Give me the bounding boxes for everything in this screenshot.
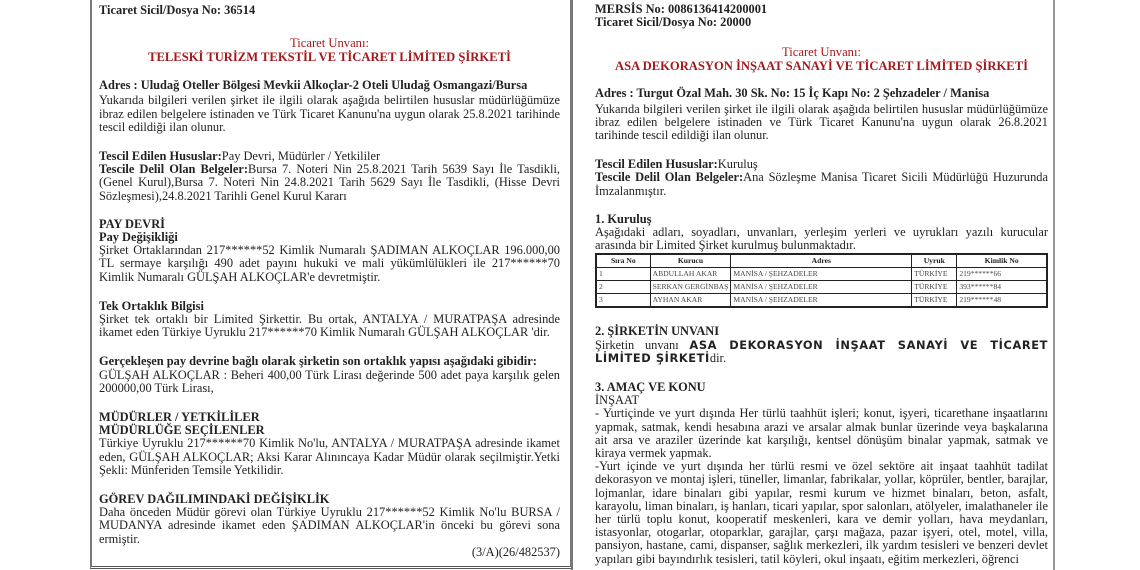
intro-text: Yukarıda bilgileri verilen şirket ile ilgili olarak aşağıda belirtilen hususlar müdürlüğümüze ibraz edilen belgelere istinaden ve Türk Ticaret Kanunu'na uygun olarak 25.8.2021 tarihinde tescil edildiği ilan olunur.	[99, 93, 560, 134]
section-text: Daha önceden Müdür görevi olan Türkiye Uyruklu 217******52 Kimlik No'lu BURSA / MUDANYA adresinde ikamet eden ŞADIMAN ALKOÇLAR'in önceki bu görevi sona ermiştir.	[99, 505, 560, 546]
founders-table	[595, 253, 1048, 308]
title-label: Ticaret Unvanı:	[782, 45, 861, 60]
cell: TÜRKİYE	[912, 294, 957, 308]
cell: 393******84	[957, 281, 1047, 294]
evidence-docs-value: Ana Sözleşme Manisa Ticaret Sicili Müdürlüğü Huzurunda İmzalanmıştır.	[595, 170, 1048, 198]
section-text	[595, 339, 1048, 365]
cell: 219******66	[957, 268, 1047, 281]
registered-matters-label: Tescil Edilen Hususlar:	[99, 149, 222, 164]
cell: MANİSA / ŞEHZADELER	[731, 294, 912, 308]
cell: 3	[596, 294, 650, 308]
text: Şirketin unvanı	[595, 337, 690, 352]
title-label: Ticaret Unvanı:	[290, 36, 369, 51]
column-header: Uyruk	[912, 254, 957, 268]
column-header: Kurucu	[650, 254, 731, 268]
section-text: -Yurt içinde ve yurt dışında her türlü resmi ve özel sektöre ait inşaat taahhüt tadilat dekorasyon ve montaj işleri, tüneller, limanlar, fabrikalar, yollar, köprüler, bentler, barajlar, lojmanlar, idare binaları gibi yapılar, resmi kurum ve hizmet binaları, beton, asfalt, karayolu, liman binaları, iş hanları, ticari yapılar, spor salonları, atölyeler, imalathaneler ile her türlü toplu konut, kooperatif meskenleri, kara ve demir yolları, hava meydanları, istasyonlar, otogarlar, otoparklar, garajlar, çarşı mağaza, pazar işyeri, otel, motel, villa, pansiyon, hastane, cami, dispanser, sağlık merkezleri, ilk yardım tesisleri ve benzeri devlet yapıları gibi bayındırlık tesisleri, tatil köyleri, okul inşaatı, eğitim merkezleri, öğrenci	[595, 459, 1048, 566]
section-text: Şirket tek ortaklı bir Limited Şirkettir. Bu ortak, ANTALYA / MURATPAŞA adresinde ikamet eden Türkiye Uyruklu 217******70 Kimlik Numaralı GÜLŞAH ALKOÇLAR 'dir.	[99, 312, 560, 340]
sicil-no: Ticaret Sicil/Dosya No: 20000	[595, 15, 752, 30]
sicil-no: Ticaret Sicil/Dosya No: 36514	[99, 3, 256, 17]
column-header: Kimlik No	[957, 254, 1047, 268]
section-text: Aşağıdaki adları, soyadları, unvanları, yerleşim yerleri ve uyrukları yazılı kurucular arasında bir Limited Şirket kurulmuş bulunmaktadır.	[595, 225, 1048, 253]
section-heading: MÜDÜRLER / YETKİLİLER	[99, 410, 260, 425]
company-name: TELESKİ TURİZM TEKSTİL VE TİCARET LİMİTED ŞİRKETİ	[148, 50, 511, 65]
evidence-docs	[595, 171, 1048, 197]
reference-number: (3/A)(26/482537)	[471, 544, 560, 559]
cell: ABDULLAH AKAR	[650, 268, 731, 281]
cell: TÜRKİYE	[912, 281, 957, 294]
section-subheading: MÜDÜRLÜĞE SEÇİLENLER	[99, 423, 265, 438]
cell: SERKAN GERGİNBAŞ	[650, 281, 731, 294]
text: dir.	[709, 350, 727, 365]
cell: MANİSA / ŞEHZADELER	[731, 268, 912, 281]
section-subheading: Pay Değişikliği	[99, 230, 178, 245]
section-text: Türkiye Uyruklu 217******70 Kimlik No'lu, ANTALYA / MURATPAŞA adresinde ikamet eden, GÜLŞAH ALKOÇLAR; Aksi Karar Alınıncaya Kadar Müdür olarak seçilmiştir.Yetki Şekli: Münferiden Temsile Yetkilidir.	[99, 436, 560, 477]
section-heading: 2. ŞİRKETİN UNVANI	[595, 324, 720, 339]
cell: MANİSA / ŞEHZADELER	[731, 281, 912, 294]
intro-text: Yukarıda bilgileri verilen şirket ile ilgili olarak aşağıda belirtilen hususlar müdürlüğümüze ibraz edilen belgelere istinaden ve Türk Ticaret Kanunu'na uygun olarak 26.8.2021 tarihinde tescil edildiği ilan olunur.	[595, 101, 1048, 143]
cell: TÜRKİYE	[912, 268, 957, 281]
section-heading: PAY DEVRİ	[99, 216, 165, 231]
mersis-no: MERSİS No: 0086136414200001	[595, 2, 768, 16]
evidence-docs-label: Tescile Delil Olan Belgeler:	[99, 162, 248, 177]
section-heading: Gerçekleşen pay devrine bağlı olarak şirketin son ortaklık yapısı aşağıdaki gibidir:	[99, 354, 537, 369]
left-announcement	[90, 0, 572, 569]
table-row	[596, 281, 1047, 294]
section-text: GÜLŞAH ALKOÇLAR : Beheri 400,00 Türk Lirası değerinde 500 adet paya karşılık gelen 200000,00 Türk Lirası,	[99, 367, 560, 395]
company-title	[99, 36, 560, 64]
section-heading: 3. AMAÇ VE KONU	[595, 380, 706, 395]
cell: 2	[596, 281, 650, 294]
table-row	[596, 294, 1047, 308]
company-name: ASA DEKORASYON İNŞAAT SANAYİ VE TİCARET LİMİTED ŞİRKETİ	[614, 59, 1029, 74]
section-heading: 1. Kuruluş	[595, 211, 652, 226]
section-heading: Tek Ortaklık Bilgisi	[99, 298, 204, 313]
evidence-docs-label: Tescile Delil Olan Belgeler:	[595, 170, 744, 185]
section-text: Şirket Ortaklarından 217******52 Kimlik Numaralı ŞADIMAN ALKOÇLAR 196.000,00 TL sermaye karşılığı 490 adet payını hukuki ve mali yükümlülükleri ile 217******70 Kimlik Numaralı GÜLŞAH ALKOÇLAR'e devretmiştir.	[99, 243, 560, 284]
table-row	[596, 268, 1047, 281]
registered-matters-value: Kuruluş	[717, 157, 758, 172]
section-heading: GÖREV DAĞILIMINDAKİ DEĞİŞİKLİK	[99, 492, 330, 507]
company-name-inline: ASA DEKORASYON İNŞAAT SANAYİ VE TİCARET LİMİTED ŞİRKETİ	[595, 337, 1049, 365]
cell: 219******48	[957, 294, 1047, 308]
evidence-docs-value: Bursa 7. Noteri Nin 25.8.2021 Tarih 5639 Sayı İle Tasdikli, (Genel Kurul),Bursa 7. Noteri Nin 24.8.2021 Tarih 5629 Sayı İle Tasdikli, (Hisse Devri Sözleşmesi),24.8.2021 Tarihli Genel Kurul Kararı	[99, 162, 560, 203]
registered-matters-label: Tescil Edilen Hususlar:	[595, 157, 718, 172]
address: Adres : Turgut Özal Mah. 30 Sk. No: 15 İç Kapı No: 2 Şehzadeler / Manisa	[595, 86, 990, 101]
section-subheading: İNŞAAT	[595, 393, 640, 408]
column-header: Adres	[731, 254, 912, 268]
company-title	[595, 45, 1048, 73]
cell: AYHAN AKAR	[650, 294, 731, 308]
cell: 1	[596, 268, 650, 281]
registered-matters-value: Pay Devri, Müdürler / Yetkililer	[221, 149, 381, 164]
right-announcement	[571, 0, 1055, 570]
column-header: Sıra No	[596, 254, 650, 268]
section-text: - Yurtiçinde ve yurt dışında Her türlü taahhüt işleri; konut, işyeri, ticarethane inşaatlarını yapmak, satmak, kendi hesabına arazi ve arsalar almak bunlar üzerinde veya başkalarına ait arsa ve araziler üzerinde kat karşılığı, kentsel dönüşüm binalar yapmak, satmak ve kiraya vermek yapmak.	[595, 406, 1048, 461]
evidence-docs	[99, 163, 560, 203]
address: Adres : Uludağ Oteller Bölgesi Mevkii Alkoçlar-2 Oteli Uludağ Osmangazi/Bursa	[99, 78, 528, 93]
